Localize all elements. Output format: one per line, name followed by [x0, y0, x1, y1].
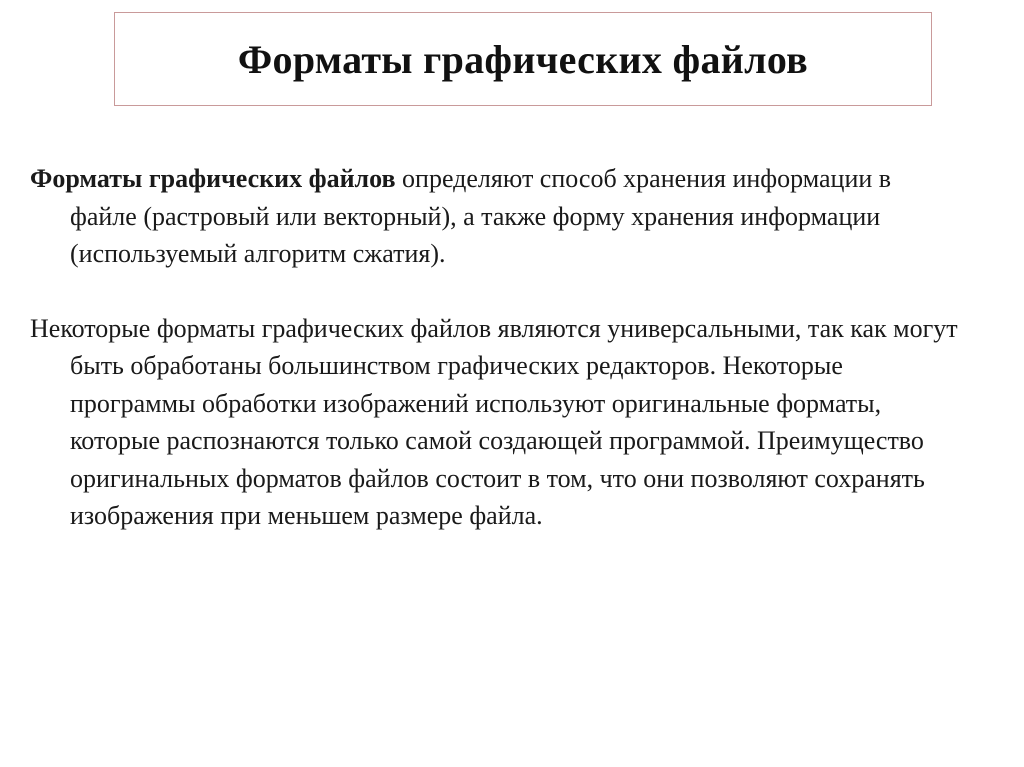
slide-title: Форматы графических файлов	[237, 36, 809, 82]
paragraph-universal-formats	[30, 310, 960, 535]
paragraph-bold-lead: Форматы графических файлов	[30, 164, 396, 193]
paragraph-definition	[30, 160, 960, 273]
title-box	[114, 12, 932, 106]
paragraph-text: определяют способ хранения информации в файле (растровый или векторный), а также форму хранения информации (используемый алгоритм сжатия).	[70, 164, 892, 268]
body-text	[30, 160, 960, 535]
paragraph-text: Некоторые форматы графических файлов являются универсальными, так как могут быть обработаны большинством графических редакторов. Некоторые программы обработки изображений используют оригинальные форматы, которые распознаются только самой создающей программой. Преимущество оригинальных форматов файлов состоит в том, что они позволяют сохранять изображения при меньшем размере файла.	[30, 313, 958, 530]
